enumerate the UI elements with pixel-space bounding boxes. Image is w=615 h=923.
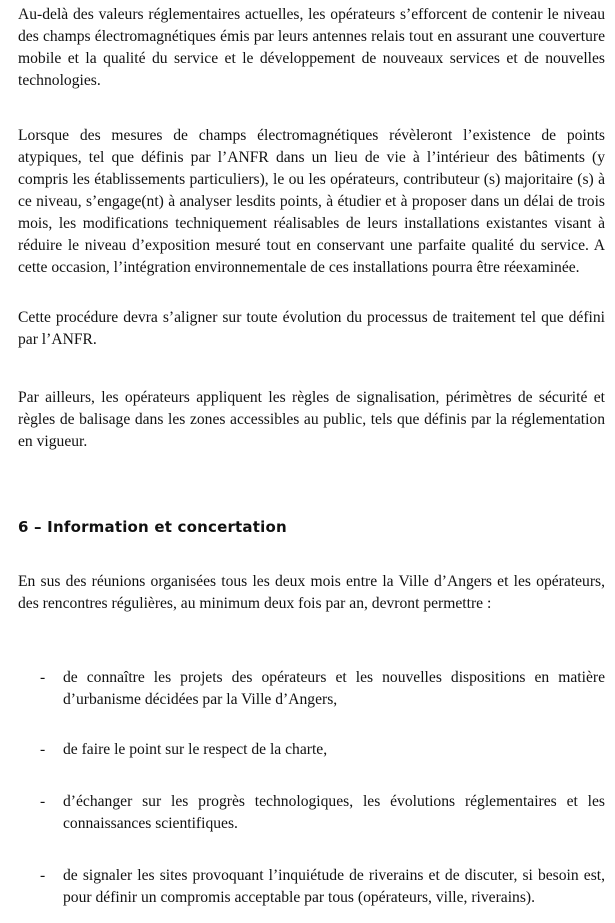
bullet-dash: - xyxy=(40,867,46,884)
section-intro: En sus des réunions organisées tous les deux mois entre la Ville d’Angers et les opérateurs, des rencontres régulières, au minimum deux fois par an, devront permettre : xyxy=(18,573,605,612)
list-item-text: d’échanger sur les progrès technologiques, les évolutions réglementaires et les connaissances scientifiques. xyxy=(63,793,605,832)
section-heading: 6 – Information et concertation xyxy=(18,518,287,536)
list-item-text: de faire le point sur le respect de la charte, xyxy=(63,741,328,758)
paragraph-anfr-procedure: Cette procédure devra s’aligner sur toute évolution du processus de traitement tel que défini par l’ANFR. xyxy=(18,309,605,348)
bullet-dash: - xyxy=(40,741,46,758)
paragraph-signalisation: Par ailleurs, les opérateurs appliquent les règles de signalisation, périmètres de sécurité et règles de balisage dans les zones accessibles au public, tels que définis par la réglementation en vigueur. xyxy=(18,389,605,450)
list-item-text: de connaître les projets des opérateurs et les nouvelles dispositions en matière d’urbanisme décidées par la Ville d’Angers, xyxy=(63,669,605,708)
paragraph-emission-levels: Au-delà des valeurs réglementaires actuelles, les opérateurs s’efforcent de contenir le niveau des champs électromagnétiques émis par leurs antennes relais tout en assurant une couverture mobile et la qualité du service et le développement de nouveaux services et de nouvelles technologies. xyxy=(18,6,605,89)
paragraph-atypical-points: Lorsque des mesures de champs électromagnétiques révèleront l’existence de points atypiques, tel que définis par l’ANFR dans un lieu de vie à l’intérieur des bâtiments (y compris les établissements particuliers), le ou les opérateurs, contributeur (s) majoritaire (s) à ce niveau, s’engage(nt) à analyser lesdits points, à étudier et à proposer dans un délai de trois mois, les modifications techniquement réalisables de leurs installations existantes visant à réduire le niveau d’exposition mesuré tout en conservant une parfaite qualité du service. A cette occasion, l’intégration environnementale de ces installations pourra être réexaminée. xyxy=(18,127,605,276)
bullet-dash: - xyxy=(40,793,46,810)
bullet-dash: - xyxy=(40,669,46,686)
list-item-text: de signaler les sites provoquant l’inquiétude de riverains et de discuter, si besoin est, pour définir un compromis acceptable par tous (opérateurs, ville, riverains). xyxy=(63,867,605,906)
